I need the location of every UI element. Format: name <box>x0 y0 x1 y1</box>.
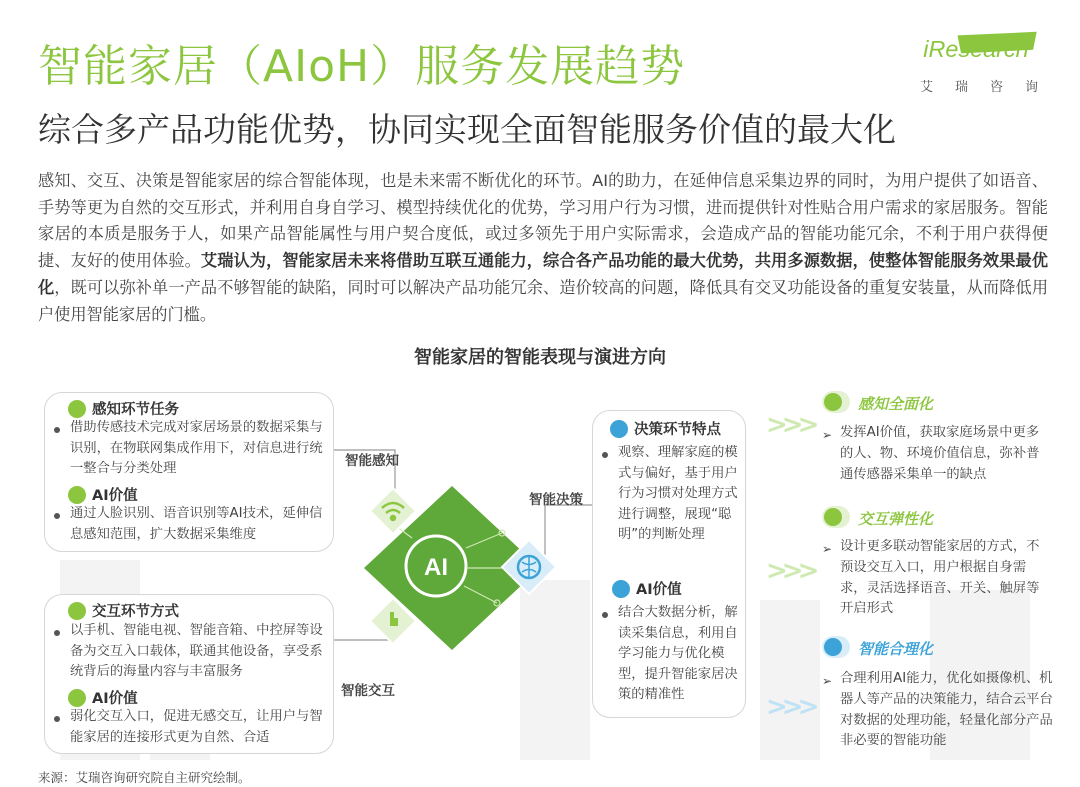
decision-text: 观察、理解家庭的模式与偏好，基于用户行为习惯对处理方式进行调整，展现“聪明”的判断处理 <box>618 445 738 542</box>
magnifier-check-icon <box>610 420 628 438</box>
label-perception: 智能感知 <box>345 453 399 469</box>
perception-ai-heading: AI价值 <box>68 484 138 505</box>
star-icon <box>68 486 86 504</box>
chevron-right-icon: >>> <box>766 692 814 722</box>
body-paragraph <box>38 168 1048 328</box>
perception-text: 借助传感技术完成对家居场景的数据采集与识别，在物联网集成作用下，对信息进行统一整合与分类处理 <box>70 420 323 476</box>
trend-bullet-icon <box>822 636 850 658</box>
body-text-bold: 艾瑞认为，智能家居未来将借助互联互通能力，综合各产品功能的最大优势，共用多源数据，使整体智能服务效果最优化 <box>38 251 1048 297</box>
interaction-heading: 交互环节方式 <box>68 600 179 621</box>
body-text-tail: ，既可以弥补单一产品不够智能的缺陷，同时可以解决产品功能冗余、造价较高的问题，降低具有交叉功能设备的重复安装量，从而降低用户使用智能家居的门槛。 <box>38 277 1049 324</box>
arrow-bullet-icon: ➢ <box>822 674 833 688</box>
bullet-dot <box>54 427 60 433</box>
bullet-dot <box>54 630 60 636</box>
brain-diamond <box>500 538 558 596</box>
decision-ai-text: 结合大数据分析，解读采集信息，利用自学习能力与优化模型，提升智能家居决策的精准性 <box>618 605 738 702</box>
trend-bullet-icon <box>822 506 850 528</box>
source-note: 来源：艾瑞咨询研究院自主研究绘制。 <box>38 770 251 785</box>
diagram-title: 智能家居的智能表现与演进方向 <box>414 347 666 368</box>
logo-wordmark: iResearch <box>923 36 1029 62</box>
page-title: 智能家居（AIoH）服务发展趋势 <box>38 41 686 92</box>
wifi-diamond <box>368 486 418 536</box>
bullet-dot <box>602 612 608 618</box>
trend-text: 设计更多联动智能家居的方式，不预设交互入口，用户根据自身需求，灵活选择语音、开关、触屏等开启形式 <box>840 539 1040 617</box>
perception-ai-text: 通过人脸识别、语音识别等AI技术，延伸信息感知范围，扩大数据采集维度 <box>70 506 323 542</box>
magnifier-check-icon <box>68 400 86 418</box>
page-subtitle: 综合多产品功能优势，协同实现全面智能服务价值的最大化 <box>38 110 896 149</box>
bullet-dot <box>54 716 60 722</box>
iresearch-logo <box>920 30 1040 66</box>
arrow-bullet-icon: ➢ <box>822 542 833 556</box>
logo-subtitle <box>920 76 1038 95</box>
ai-label: AI <box>424 554 448 581</box>
trend-text: 合理利用AI能力，优化如摄像机、机器人等产品的决策能力，结合云平台对数据的处理功能，轻量化部分产品非必要的智能功能 <box>840 671 1053 749</box>
bullet-dot <box>54 513 60 519</box>
trend-heading: 交互弹性化 <box>858 510 934 528</box>
logo-char: 瑞 <box>954 80 968 95</box>
interaction-ai-text: 弱化交互入口，促进无感交互，让用户与智能家居的连接形式更为自然、合适 <box>70 709 323 745</box>
trend-text: 发挥AI价值，获取家庭场景中更多的人、物、环境价值信息，弥补普通传感器采集单一的缺点 <box>840 425 1040 482</box>
arrow-bullet-icon: ➢ <box>822 428 833 442</box>
trend-bullet-icon <box>822 391 850 413</box>
star-icon <box>68 689 86 707</box>
perception-heading: 感知环节任务 <box>68 398 179 419</box>
interaction-ai-heading: AI价值 <box>68 687 138 708</box>
logo-char: 询 <box>1024 80 1038 95</box>
chevron-right-icon: >>> <box>766 556 814 586</box>
magnifier-check-icon <box>68 602 86 620</box>
trend-heading: 感知全面化 <box>858 395 934 413</box>
body-text-normal: 感知、交互、决策是智能家居的综合智能体现，也是未来需不断优化的环节。AI的助力，在延伸信息采集边界的同时，为用户提供了如语音、手势等更为自然的交互形式，并利用自身自学习、模型持续优化的优势，学习用户行为习惯，进而提供针对性贴合用户需求的家居服务。智能家居的本质是服务于人，如果产品智能属性与用户契合度低，或过多领先于用户实际需求，会造成产品的智能功能冗余，不利于用户获得便捷、友好的使用体验。 <box>38 171 1048 271</box>
label-interaction: 智能交互 <box>341 683 395 699</box>
logo-char: 咨 <box>989 80 1003 95</box>
interaction-text: 以手机、智能电视、智能音箱、中控屏等设备为交互入口载体，联通其他设备，享受系统背后的海量内容与丰富服务 <box>70 623 323 679</box>
logo-char: 艾 <box>920 80 934 95</box>
trend-heading: 智能合理化 <box>858 640 934 658</box>
star-icon <box>612 580 630 598</box>
touch-diamond <box>368 596 418 646</box>
chevron-right-icon: >>> <box>766 410 814 440</box>
decision-ai-heading: AI价值 <box>612 578 682 599</box>
decision-heading: 决策环节特点 <box>610 418 721 439</box>
label-decision: 智能决策 <box>529 492 583 508</box>
bullet-dot <box>602 452 608 458</box>
